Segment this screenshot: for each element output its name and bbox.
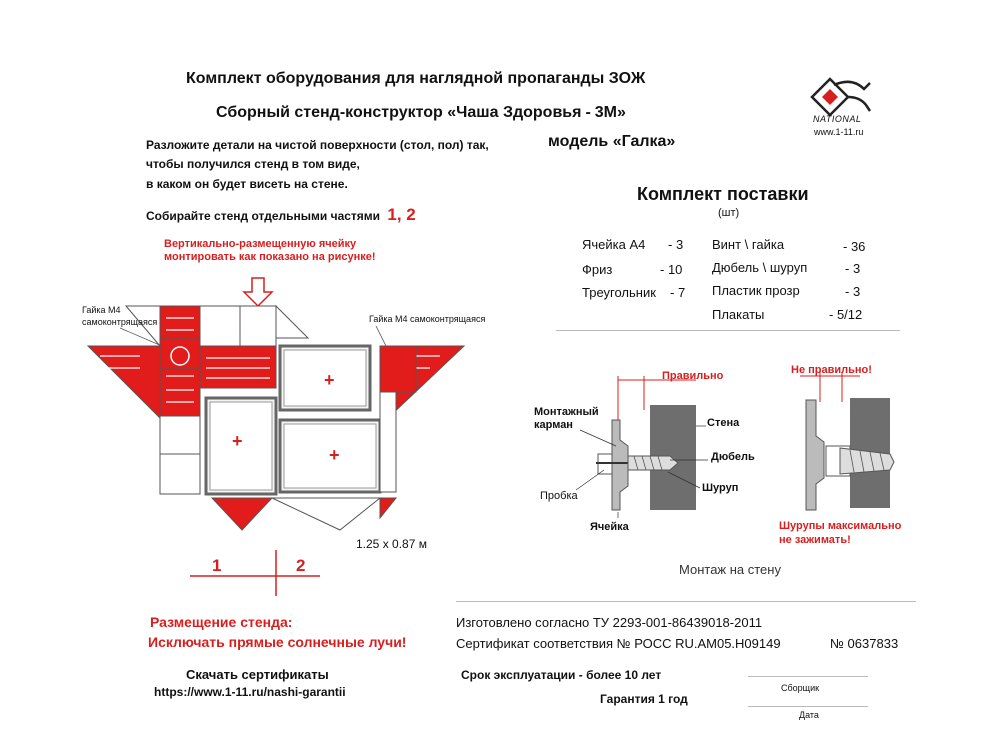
subtitle-main: Сборный стенд-конструктор «Чаша Здоровья — [216, 104, 582, 121]
instruction-line-3: в каком он будет висеть на стене. — [146, 177, 348, 191]
part-1-label: 1 — [212, 556, 222, 575]
warning-line-1: Шурупы максимально — [779, 520, 902, 532]
download-label: Скачать сертификаты — [186, 667, 329, 682]
frame-plus-1: + — [324, 370, 335, 390]
kit-item-qty: - 36 — [843, 239, 866, 254]
part-2-label: 2 — [296, 556, 306, 575]
kit-item-name: Винт \ гайка — [712, 237, 785, 252]
kit-item-qty: - 10 — [660, 262, 683, 277]
kit-item-qty: - 5/12 — [829, 307, 863, 322]
nut-left-label-1: Гайка М4 — [82, 305, 121, 315]
incorrect-label: Не правильно! — [791, 364, 872, 376]
assembler-signature-line — [748, 676, 868, 677]
cell-label: Ячейка — [590, 521, 629, 533]
frame-plus-2: + — [232, 431, 243, 451]
wall-label: Стена — [707, 417, 740, 429]
placement-title: Размещение стенда: — [150, 614, 293, 630]
page-subtitle — [216, 104, 626, 122]
mounting-pocket-label-1: Монтажный — [534, 406, 599, 418]
placement-note: Исключать прямые солнечные лучи! — [148, 634, 407, 650]
kit-unit: (шт) — [718, 207, 740, 219]
subtitle-suffix: 3М» — [594, 104, 626, 121]
certs-divider — [456, 601, 916, 602]
vertical-note-1: Вертикально-размещенную ячейку — [164, 238, 357, 250]
parts-instruction — [146, 205, 416, 225]
logo-url: www.1-11.ru — [814, 127, 864, 137]
kit-item-name: Треугольник — [582, 285, 656, 300]
screw-label: Шуруп — [702, 482, 739, 494]
kit-divider — [556, 330, 900, 331]
dowel-label: Дюбель — [711, 451, 755, 463]
plug-label: Пробка — [540, 490, 578, 502]
model-name: модель «Галка» — [548, 133, 676, 150]
parts-numbers: 1, 2 — [387, 205, 416, 224]
kit-item-name: Пластик прозр — [712, 283, 800, 298]
date-label: Дата — [799, 710, 819, 720]
warranty: Гарантия 1 год — [600, 692, 688, 706]
page-title: Комплект оборудования для наглядной пропаганды ЗОЖ — [186, 70, 646, 87]
date-signature-line — [748, 706, 868, 707]
kit-item-name: Фриз — [582, 262, 613, 277]
kit-title: Комплект поставки — [637, 184, 809, 204]
kit-item-name: Ячейка А4 — [582, 237, 646, 252]
kit-item-qty: - 3 — [668, 237, 684, 252]
vertical-note-2: монтировать как показано на рисунке! — [164, 251, 376, 263]
frame-plus-3: + — [329, 445, 340, 465]
mounting-caption: Монтаж на стену — [679, 562, 781, 577]
instruction-line-2: чтобы получился стенд в том виде, — [146, 157, 360, 171]
certificate-text: Сертификат соответствия № РОСС RU.АМ05.Н09149 — [456, 636, 781, 651]
correct-label: Правильно — [662, 370, 724, 382]
mounting-pocket-label-2: карман — [534, 419, 573, 431]
subtitle-dash: - — [585, 104, 591, 121]
service-life: Срок эксплуатации - более 10 лет — [461, 668, 662, 682]
nut-left-label-2: самоконтрящаяся — [82, 317, 158, 327]
kit-item-name: Дюбель \ шуруп — [712, 260, 808, 275]
download-url[interactable]: https://www.1-11.ru/nashi-garantii — [154, 685, 346, 699]
certificate-number: № 0637833 — [830, 636, 899, 651]
nut-right-label: Гайка М4 самоконтрящаяся — [369, 314, 486, 324]
parts-label: Собирайте стенд отдельными частями — [146, 209, 381, 223]
assembler-label: Сборщик — [781, 683, 820, 693]
logo-brand: NATIONAL — [813, 114, 862, 124]
stand-size: 1.25 х 0.87 м — [356, 537, 427, 551]
kit-item-qty: - 3 — [845, 284, 861, 299]
kit-item-name: Плакаты — [712, 307, 765, 322]
warning-line-2: не зажимать! — [779, 534, 851, 546]
kit-item-qty: - 3 — [845, 261, 861, 276]
instruction-line-1: Разложите детали на чистой поверхности (стол, пол) так, — [146, 138, 489, 152]
tu-text: Изготовлено согласно ТУ 2293-001-86439018-2011 — [456, 615, 763, 630]
kit-item-qty: - 7 — [670, 285, 686, 300]
